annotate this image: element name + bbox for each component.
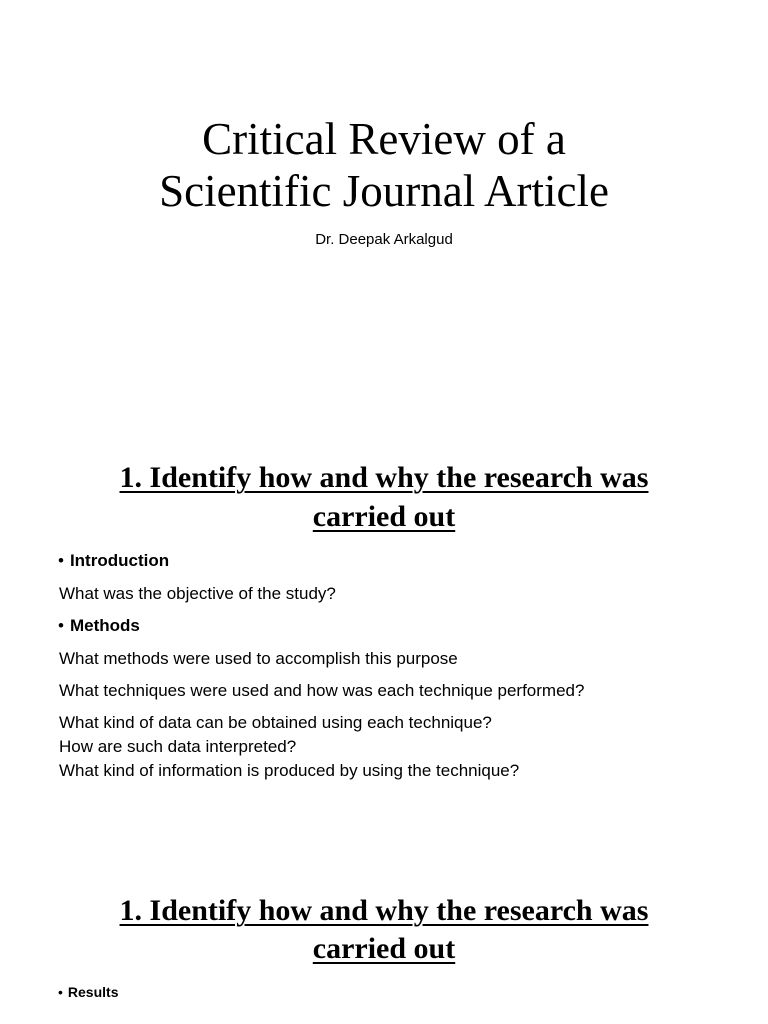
question-data-kind: What kind of data can be obtained using each technique? (59, 713, 492, 732)
slide-heading-line-1: 1. Identify how and why the research was (119, 461, 649, 494)
question-data-interpretation: How are such data interpreted? (59, 737, 297, 756)
question-methods: What methods were used to accomplish this purpose (59, 649, 458, 668)
bullet-results: • Results (58, 984, 118, 1000)
question-techniques: What techniques were used and how was each technique performed? (59, 681, 585, 700)
bullet-methods: • Methods (58, 616, 140, 636)
title-line-2: Scientific Journal Article (159, 166, 609, 216)
question-information: What kind of information is produced by using the technique? (59, 761, 520, 780)
bullet-introduction: • Introduction (58, 551, 169, 571)
question-objective: What was the objective of the study? (59, 584, 336, 603)
title-line-1: Critical Review of a (202, 114, 566, 164)
slide-heading-line-2: carried out (312, 500, 456, 533)
slide-heading-line-2: carried out (312, 932, 456, 965)
author-name: Dr. Deepak Arkalgud (315, 231, 453, 248)
slide-heading-line-1: 1. Identify how and why the research was (119, 894, 649, 927)
